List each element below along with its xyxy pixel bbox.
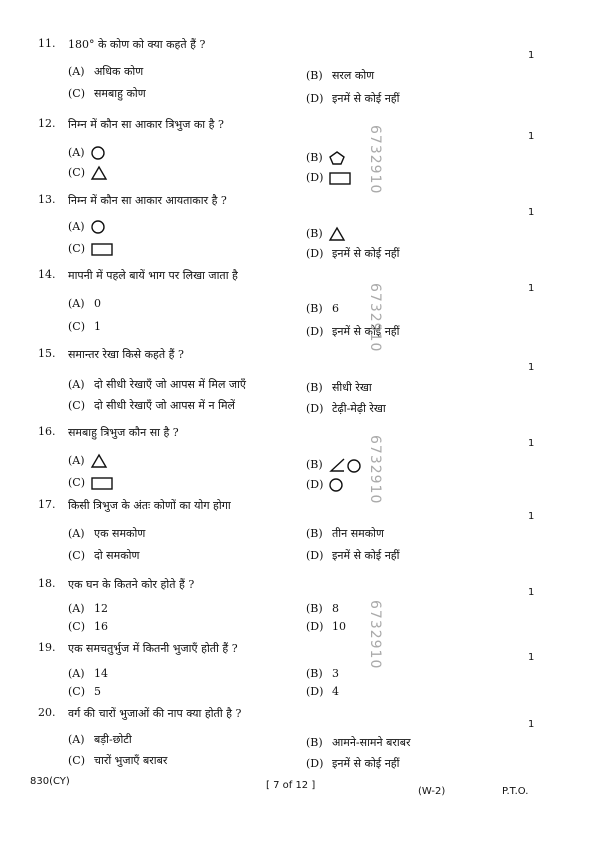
marks-label: 1 [528,438,535,449]
option-b [306,667,339,680]
option-a [68,453,108,469]
option-label: (C) [68,166,85,179]
option-d [306,477,344,493]
option-label: (A) [68,602,85,615]
option-text: 0 [94,297,101,310]
option-label: (C) [68,549,85,562]
option-b [306,302,339,315]
option-d [306,91,400,106]
question-text: एक समचतुर्भुज में कितनी भुजाएँ होती हैं ? [68,642,238,655]
option-text: 6 [332,302,339,315]
option-text: दो सीधी रेखाएँ जो आपस में न मिलें [94,399,235,412]
option-label: (C) [68,685,85,698]
option-text: 3 [332,667,339,680]
option-a [68,732,132,747]
question-text: वर्ग की चारों भुजाओं की नाप क्या होती है ? [68,707,242,720]
option-b [306,526,384,541]
option-b [306,150,346,166]
triangle-shape-icon [90,166,108,179]
option-a [68,602,108,615]
option-text: 14 [94,667,108,680]
option-d [306,685,339,698]
option-label: (D) [306,402,324,415]
question-number: 16. [38,425,56,438]
option-text: अधिक कोण [94,65,144,78]
option-d [306,548,400,563]
option-d [306,324,400,339]
marks-label: 1 [528,131,535,142]
question-text: मापनी में पहले बायें भाग पर लिखा जाता है [68,269,238,282]
option-text: इनमें से कोई नहीं [332,325,400,338]
option-label: (B) [306,602,323,615]
option-label: (B) [306,736,323,749]
option-text: 5 [94,685,101,698]
marks-label: 1 [528,719,535,730]
circle-shape-icon [328,478,344,491]
option-label: (B) [306,69,323,82]
option-a [68,377,246,392]
option-text: एक समकोण [94,527,146,540]
rectangle-shape-icon [328,171,352,184]
option-label: (A) [68,146,85,159]
option-text: इनमें से कोई नहीं [332,549,400,562]
question-number: 13. [38,193,56,206]
question-text: समान्तर रेखा किसे कहते हैं ? [68,348,184,361]
option-label: (C) [68,242,85,255]
option-label: (B) [306,527,323,540]
option-b [306,68,374,83]
question-number: 14. [38,268,56,281]
option-text: दो सीधी रेखाएँ जो आपस में मिल जाएँ [94,378,246,391]
option-c [68,320,101,333]
option-text: 1 [94,320,101,333]
marks-label: 1 [528,283,535,294]
option-d [306,170,352,186]
marks-label: 1 [528,207,535,218]
option-c [68,548,139,563]
option-a [68,667,108,680]
option-text: 8 [332,602,339,615]
option-label: (D) [306,478,324,491]
watermark: 6732910 [367,125,383,195]
option-text: तीन समकोण [332,527,384,540]
option-label: (C) [68,476,85,489]
option-text: टेढ़ी-मेढ़ी रेखा [332,402,386,415]
option-label: (D) [306,92,324,105]
watermark: 6732910 [367,435,383,505]
option-text: समबाहु कोण [94,87,146,100]
question-text: किसी त्रिभुज के अंतः कोणों का योग होगा [68,499,231,512]
marks-label: 1 [528,652,535,663]
option-label: (C) [68,320,85,333]
option-label: (D) [306,549,324,562]
option-text: सरल कोण [332,69,375,82]
option-c [68,685,101,698]
marks-label: 1 [528,362,535,373]
option-label: (D) [306,620,324,633]
option-b [306,380,372,395]
marks-label: 1 [528,511,535,522]
paper-code: 830(CY) [30,776,70,787]
option-label: (C) [68,399,85,412]
option-a [68,219,106,235]
option-text: 12 [94,602,108,615]
option-label: (D) [306,247,324,260]
pentagon-shape-icon [328,151,346,164]
option-c [68,86,146,101]
option-label: (B) [306,151,323,164]
rectangle-shape-icon [90,242,114,255]
option-c [68,753,167,768]
angle-shape-icon [328,458,362,471]
question-number: 18. [38,577,56,590]
option-text: 16 [94,620,108,633]
option-text: इनमें से कोई नहीं [332,247,400,260]
option-label: (C) [68,620,85,633]
question-text: निम्न में कौन सा आकार आयताकार है ? [68,194,227,207]
triangle-shape-icon [328,227,346,240]
option-label: (D) [306,685,324,698]
option-label: (B) [306,667,323,680]
option-label: (A) [68,220,85,233]
question-text: 180° के कोण को क्या कहते हैं ? [68,38,206,51]
option-b [306,226,346,242]
question-number: 15. [38,347,56,360]
option-text: आमने-सामने बराबर [332,736,411,749]
option-label: (D) [306,757,324,770]
option-label: (A) [68,527,85,540]
option-c [68,241,114,257]
option-text: 4 [332,685,339,698]
rectangle-shape-icon [90,476,114,489]
option-text: 10 [332,620,346,633]
option-label: (A) [68,667,85,680]
option-label: (A) [68,733,85,746]
question-number: 17. [38,498,56,511]
page-number: [ 7 of 12 ] [266,780,316,791]
option-label: (A) [68,297,85,310]
option-label: (A) [68,65,85,78]
option-d [306,620,346,633]
watermark: 6732910 [367,283,383,353]
series-code: (W-2) [418,786,446,797]
option-label: (C) [68,754,85,767]
option-d [306,246,400,261]
option-b [306,456,362,474]
triangle-shape-icon [90,454,108,467]
question-text: समबाहु त्रिभुज कौन सा है ? [68,426,179,439]
option-label: (A) [68,378,85,391]
question-number: 20. [38,706,56,719]
option-a [68,64,143,79]
circle-shape-icon [90,146,106,159]
circle-shape-icon [90,220,106,233]
option-text: इनमें से कोई नहीं [332,757,400,770]
pto-label: P.T.O. [502,786,529,797]
option-a [68,145,106,161]
option-a [68,526,145,541]
marks-label: 1 [528,50,535,61]
option-label: (B) [306,381,323,394]
option-d [306,756,400,771]
option-label: (D) [306,171,324,184]
option-c [68,620,108,633]
question-number: 11. [38,37,56,50]
option-b [306,602,339,615]
option-c [68,165,108,181]
question-text: निम्न में कौन सा आकार त्रिभुज का है ? [68,118,224,131]
option-text: बड़ी-छोटी [94,733,132,746]
option-label: (A) [68,454,85,467]
marks-label: 1 [528,587,535,598]
option-label: (B) [306,458,323,471]
option-text: चारों भुजाएँ बराबर [94,754,168,767]
option-text: दो समकोण [94,549,140,562]
question-number: 12. [38,117,56,130]
watermark: 6732910 [367,600,383,670]
option-label: (B) [306,227,323,240]
question-number: 19. [38,641,56,654]
option-label: (C) [68,87,85,100]
option-d [306,401,386,416]
option-label: (B) [306,302,323,315]
question-text: एक घन के कितने कोर होते हैं ? [68,578,195,591]
option-label: (D) [306,325,324,338]
option-text: सीधी रेखा [332,381,372,394]
option-text: इनमें से कोई नहीं [332,92,400,105]
option-c [68,398,235,413]
option-a [68,297,101,310]
option-c [68,475,114,491]
option-b [306,735,411,750]
